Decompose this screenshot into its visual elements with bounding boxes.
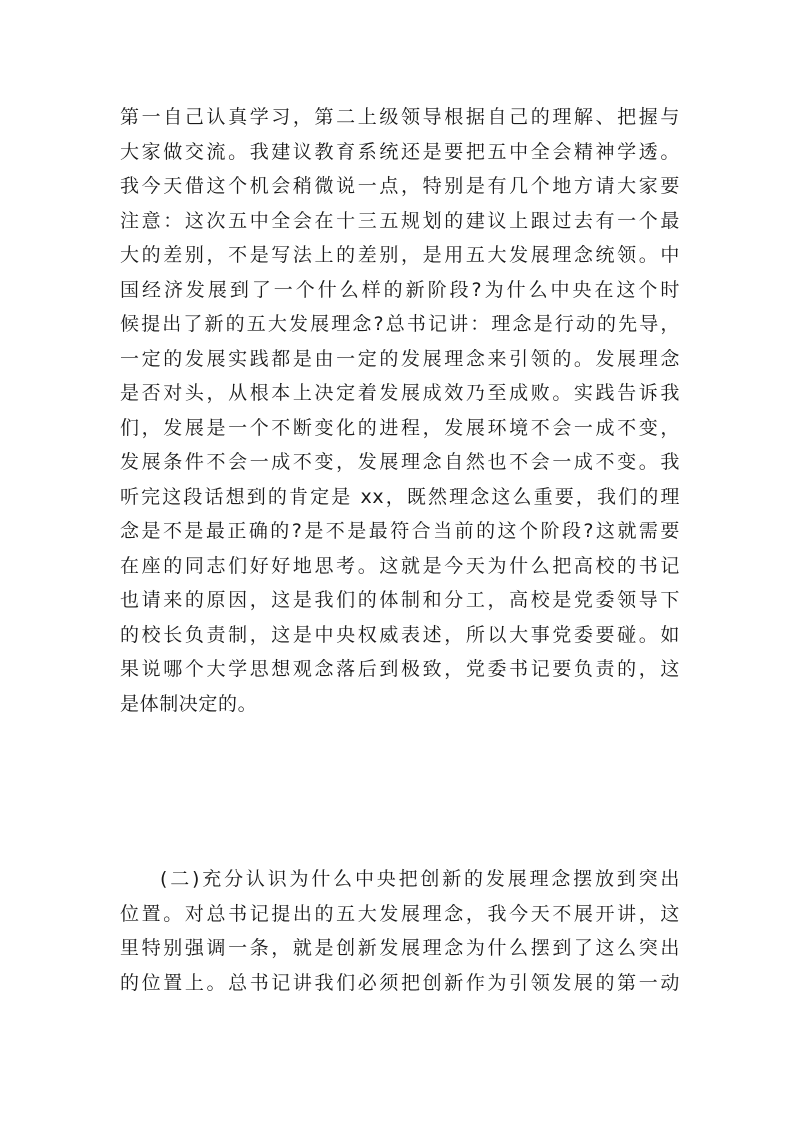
paragraph-line: 念是不是最正确的?是不是最符合当前的这个阶段?这就需要 [120,520,680,542]
paragraph-line: 注意：这次五中全会在十三五规划的建议上跟过去有一个最 [120,209,680,232]
paragraph-line: 候提出了新的五大发展理念?总书记讲：理念是行动的先导， [120,313,680,335]
paragraph-line: 我今天借这个机会稍微说一点，特别是有几个地方请大家要 [120,175,680,197]
paragraph-line: 位置。对总书记提出的五大发展理念，我今天不展开讲，这 [120,902,680,925]
paragraph-line: 是体制决定的。 [120,692,258,715]
paragraph-line: 国经济发展到了一个什么样的新阶段?为什么中央在这个时 [120,278,680,301]
section-heading-line: (二)充分认识为什么中央把创新的发展理念摆放到突出 [160,868,680,890]
paragraph-line: 们，发展是一个不断变化的进程，发展环境不会一成不变， [120,416,680,439]
paragraph-line: 大家做交流。我建议教育系统还是要把五中全会精神学透。 [120,140,680,163]
paragraph-line: 发展条件不会一成不变，发展理念自然也不会一成不变。我 [120,451,680,473]
paragraph-line: 里特别强调一条，就是创新发展理念为什么摆到了这么突出 [120,937,680,959]
paragraph-line: 第一自己认真学习，第二上级领导根据自己的理解、把握与 [120,106,680,128]
paragraph-line: 也请来的原因，这是我们的体制和分工，高校是党委领导下 [120,589,680,611]
paragraph-line: 果说哪个大学思想观念落后到极致，党委书记要负责的，这 [120,658,680,680]
body-paragraph-1 [120,100,680,721]
paragraph-line: 的位置上。总书记讲我们必须把创新作为引领发展的第一动 [120,971,680,994]
body-paragraph-2 [120,862,680,1000]
paragraph-line: 是否对头，从根本上决定着发展成效乃至成败。实践告诉我 [120,382,680,404]
paragraph-line: 听完这段话想到的肯定是 xx，既然理念这么重要，我们的理 [120,485,680,508]
paragraph-line: 的校长负责制，这是中央权威表述，所以大事党委要碰。如 [120,623,680,646]
paragraph-line: 一定的发展实践都是由一定的发展理念来引领的。发展理念 [120,347,680,370]
paragraph-line: 大的差别，不是写法上的差别，是用五大发展理念统领。中 [120,244,680,266]
paragraph-line: 在座的同志们好好地思考。这就是今天为什么把高校的书记 [120,554,680,577]
